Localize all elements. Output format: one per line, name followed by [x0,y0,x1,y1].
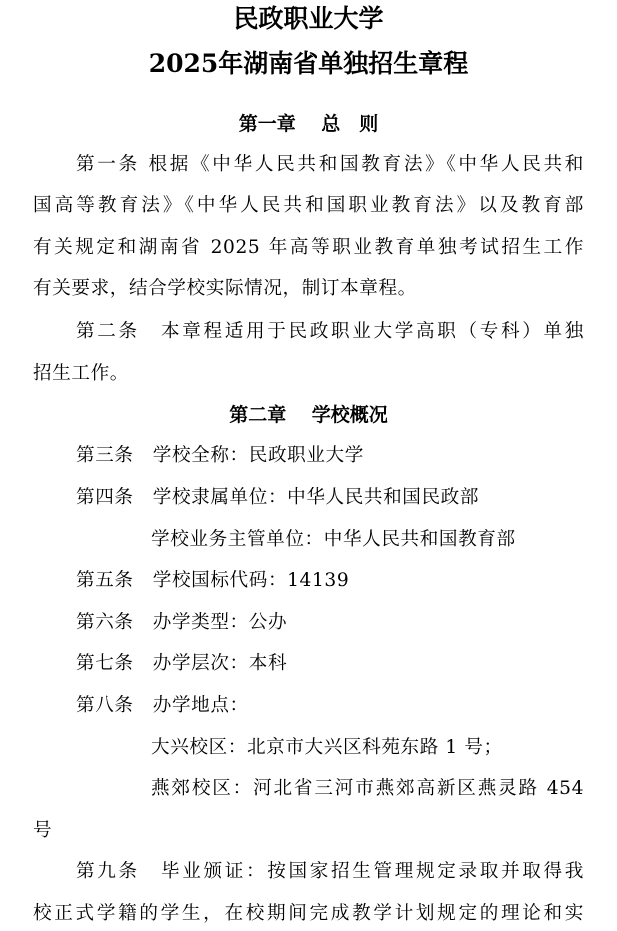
article-5: 第五条 学校国标代码：14139 [76,570,350,591]
chapter-1-heading: 第一章 总 则 [238,113,379,135]
article-3: 第三条 学校全称：民政职业大学 [76,445,364,466]
article-1-line-4: 有关要求，结合学校实际情况，制订本章程。 [33,278,417,299]
article-8-campus-yanjiao: 燕郊校区：河北省三河市燕郊高新区燕灵路 454 [151,778,584,799]
article-1-line-2: 国高等教育法》《中华人民共和国职业教育法》以及教育部 [33,195,584,216]
chapter-2-heading: 第二章 学校概况 [229,404,388,426]
article-6: 第六条 办学类型：公办 [76,612,288,633]
article-9-line-2: 校正式学籍的学生，在校期间完成教学计划规定的理论和实 [33,903,584,924]
article-1-line-1: 第一条 根据《中华人民共和国教育法》《中华人民共和 [76,154,584,175]
article-1-line-3: 有关规定和湖南省 2025 年高等职业教育单独考试招生工作 [33,237,584,258]
article-8-line-1: 第八条 办学地点： [76,695,249,716]
article-9-line-1: 第九条 毕业颁证：按国家招生管理规定录取并取得我 [76,861,584,882]
article-8-line-4: 号 [33,820,53,841]
university-name: 民政职业大学 [233,4,384,33]
article-2-line-1: 第二条 本章程适用于民政职业大学高职（专科）单独 [76,321,584,342]
article-7: 第七条 办学层次：本科 [76,653,288,674]
article-4-line-2: 学校业务主管单位：中华人民共和国教育部 [151,529,516,550]
article-8-campus-daxing: 大兴校区：北京市大兴区科苑东路 1 号； [151,737,503,758]
charter-title: 2025年湖南省单独招生章程 [148,49,469,78]
article-4-line-1: 第四条 学校隶属单位：中华人民共和国民政部 [76,487,480,508]
article-2-line-2: 招生工作。 [33,363,129,384]
